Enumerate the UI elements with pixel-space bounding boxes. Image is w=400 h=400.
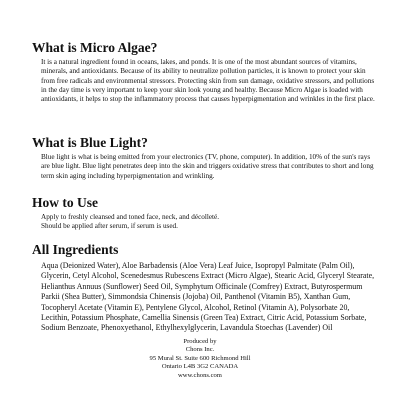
how-to-use-heading: How to Use [32, 195, 98, 210]
micro-algae-heading: What is Micro Algae? [32, 40, 158, 55]
address-line-1: 95 Mural St. Suite 600 Richmond Hill [149, 354, 251, 362]
producer-footer [0, 338, 400, 380]
produced-by-label: Produced by [183, 338, 217, 345]
how-to-use-line-2: Should be applied after serum, if serum is used. [41, 222, 178, 230]
website-link[interactable]: www.chons.com [178, 371, 222, 379]
company-name: Chons Inc. [185, 346, 215, 354]
address-line-2: Ontario L4B 3G2 CANADA [161, 363, 239, 371]
blue-light-heading: What is Blue Light? [32, 135, 148, 150]
ingredients-heading: All Ingredients [32, 242, 119, 257]
ingredients-list: Aqua (Deionized Water), Aloe Barbadensis (Aloe Vera) Leaf Juice, Isopropyl Palmitate (Palm Oil), Glycerin, Cetyl Alcohol, Scenedesmus Rubescens Extract (Micro Algae), Stearic Acid, Glyceryl Stearate, Helianthus Annuus (Sunflower) Seed Oil, Symphytum Officinale (Comfrey) Extract, Butyrospermum Parkii (Shea Butter), Simmondsia Chinensis (Jojoba) Oil, Panthenol (Vitamin B5), Xanthan Gum, Tocopheryl Acetate (Vitamin E), Pentylene Glycol, Alcohol, Retinol (Vitamin A), Polysorbate 20, Lecithin, Potassium Phosphate, Camellia Sinensis (Green Tea) Extract, Citric Acid, Potassium Sorbate, Sodium Benzoate, Phenoxyethanol, Ethylhexylglycerin, Lavandula Stoechas (Lavender) Oil [41, 261, 375, 333]
how-to-use-line-1: Apply to freshly cleansed and toned face, neck, and décolleté. [41, 213, 220, 221]
micro-algae-paragraph: It is a natural ingredient found in oceans, lakes, and ponds. It is one of the most abundant sources of vitamins, minerals, and antioxidants. Because of its ability to neutralize pollution particles, it is known to protect your skin from free radicals and environmental stressors. Protecting skin from sun damage, oxidative stressors, and pollutions in the day time is very important to keep your skin look young and healthy. Because Micro Algae is loaded with antioxidants, it helps to stop the inflammatory process that causes hyperpigmentation and wrinkles in the first place. [41, 58, 375, 104]
blue-light-paragraph: Blue light is what is being emitted from your electronics (TV, phone, computer). In addition, 10% of the sun's rays are blue light. Blue light penetrates deep into the skin and triggers oxidative stress that contributes to short and long term skin aging including hyperpigmentation and wrinkling. [41, 153, 374, 180]
